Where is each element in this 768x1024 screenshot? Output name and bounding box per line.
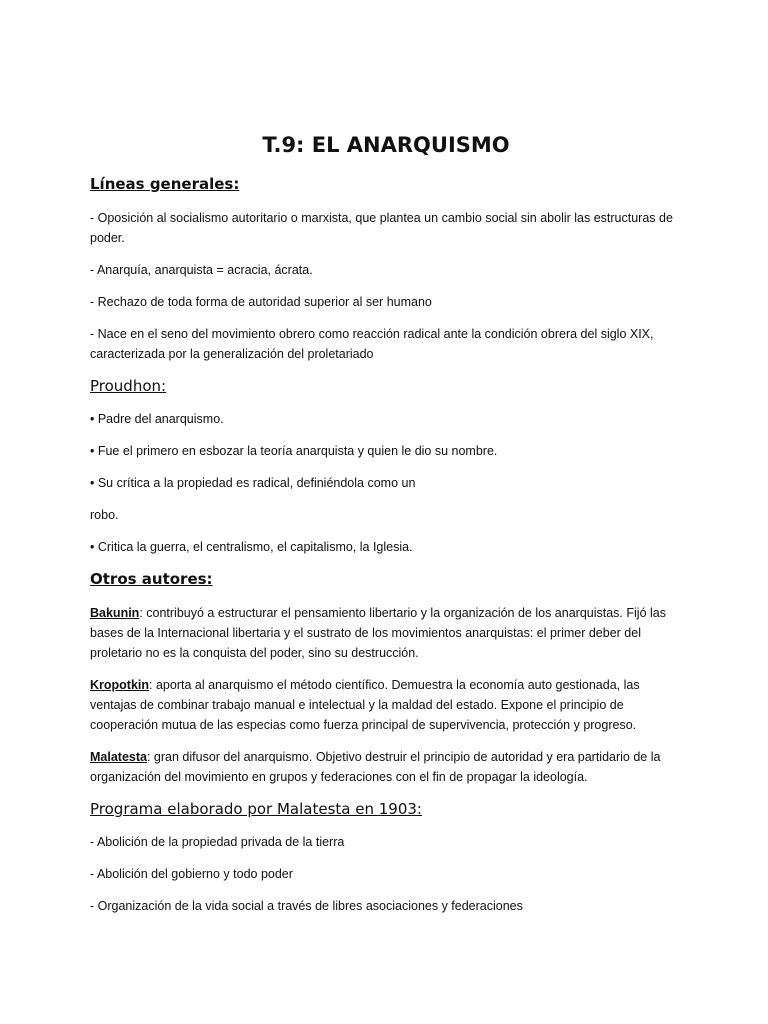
bullet-proudhon-3: • Su crítica a la propiedad es radical, definiéndola como un (90, 476, 416, 490)
paragraph-lineas-4: - Nace en el seno del movimiento obrero como reacción radical ante la condición obrera del siglo XIX, caracterizada por la generalización del proletariado (90, 327, 654, 361)
author-text-malatesta: : gran difusor del anarquismo. Objetivo destruir el principio de autoridad y era partidario de la organización del movimiento en grupos y federaciones con el fin de propagar la ideología. (90, 750, 661, 784)
paragraph-lineas-2: - Anarquía, anarquista = acracia, ácrata. (90, 263, 313, 277)
author-name-bakunin: Bakunin (90, 606, 140, 620)
heading-programa-malatesta: Programa elaborado por Malatesta en 1903: (90, 800, 422, 818)
bullet-proudhon-3-continued: robo. (90, 508, 119, 522)
author-text-bakunin: : contribuyó a estructurar el pensamiento libertario y la organización de los anarquistas. Fijó las bases de la Internacional libertaria y el sustrato de los movimientos anarquistas: el primer deber del proletario no es la conquista del poder, sino su destrucción. (90, 606, 666, 660)
author-malatesta (90, 747, 682, 787)
paragraph-programa-3: - Organización de la vida social a través de libres asociaciones y federaciones (90, 899, 523, 913)
bullet-proudhon-1: • Padre del anarquismo. (90, 412, 224, 426)
paragraph-lineas-1: - Oposición al socialismo autoritario o marxista, que plantea un cambio social sin abolir las estructuras de poder. (90, 211, 673, 245)
document-body (90, 131, 682, 928)
bullet-proudhon-4: • Critica la guerra, el centralismo, el capitalismo, la Iglesia. (90, 540, 413, 554)
author-kropotkin (90, 675, 682, 735)
author-text-kropotkin: : aporta al anarquismo el método científico. Demuestra la economía auto gestionada, las ventajas de combinar trabajo manual e intelectual y la maldad del estado. Expone el principio de cooperación mutua de las especias como fuerza principal de supervivencia, protección y progreso. (90, 678, 640, 732)
author-name-malatesta: Malatesta (90, 750, 147, 764)
author-name-kropotkin: Kropotkin (90, 678, 150, 692)
page-title: T.9: EL ANARQUISMO (262, 133, 510, 157)
heading-proudhon: Proudhon: (90, 377, 167, 395)
paragraph-programa-2: - Abolición del gobierno y todo poder (90, 867, 293, 881)
heading-lineas-generales: Líneas generales: (90, 175, 240, 193)
author-bakunin (90, 603, 682, 663)
heading-otros-autores: Otros autores: (90, 570, 213, 588)
bullet-proudhon-2: • Fue el primero en esbozar la teoría anarquista y quien le dio su nombre. (90, 444, 498, 458)
paragraph-programa-1: - Abolición de la propiedad privada de la tierra (90, 835, 345, 849)
paragraph-lineas-3: - Rechazo de toda forma de autoridad superior al ser humano (90, 295, 432, 309)
